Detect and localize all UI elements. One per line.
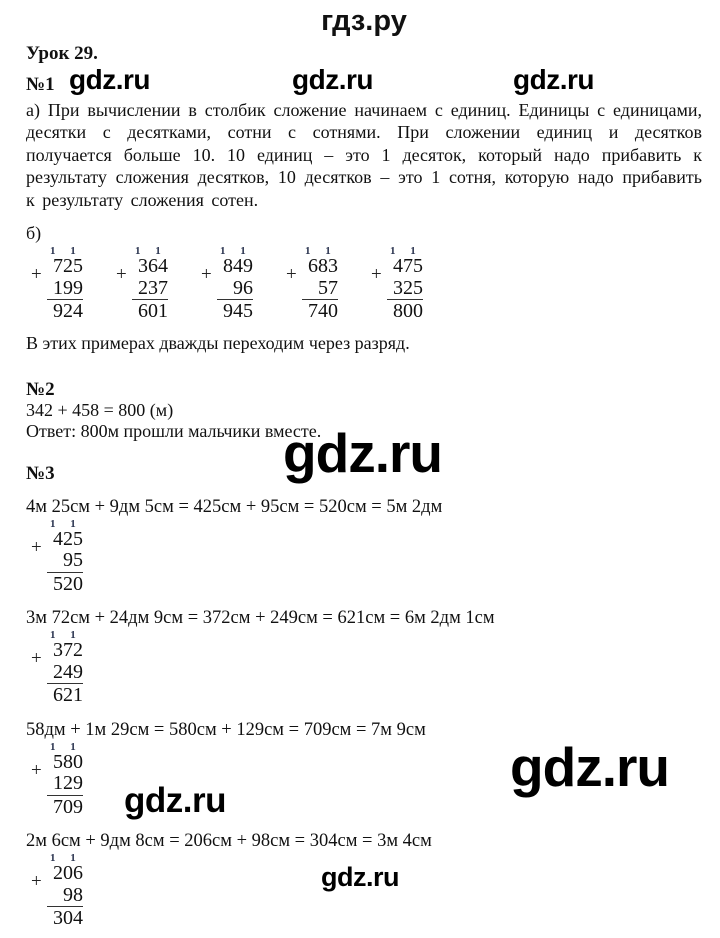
- plus-spacer: [31, 286, 47, 309]
- task2-answer: Ответ: 800м прошли мальчики вместе.: [26, 421, 322, 442]
- addend-bottom: 98: [47, 885, 83, 908]
- watermark-text: gdz.ru: [69, 64, 150, 95]
- addend-top: 849: [223, 255, 253, 278]
- plus-spacer: [31, 558, 47, 581]
- sum-value: 945: [223, 300, 253, 323]
- plus-sign: +: [31, 536, 42, 558]
- sum-value: 924: [53, 300, 83, 323]
- plus-spacer: [31, 805, 47, 827]
- plus-spacer: [286, 286, 302, 309]
- task2-label: №2: [26, 378, 55, 400]
- plus-spacer: [201, 286, 217, 309]
- sum-value: 601: [138, 300, 168, 323]
- addend-bottom: 95: [47, 550, 83, 573]
- carry-marks: 1 1: [305, 245, 337, 258]
- watermark-text: gdz.ru: [283, 422, 442, 484]
- addition-column: [31, 247, 83, 323]
- addend-top: 580: [53, 750, 83, 773]
- watermark-text: gdz.ru: [124, 781, 226, 820]
- addend-bottom: 199: [47, 278, 83, 301]
- addend-top: 475: [393, 255, 423, 278]
- plus-spacer: [116, 286, 132, 309]
- sum-value: 621: [53, 684, 83, 707]
- plus-spacer: [31, 893, 47, 916]
- addend-bottom: 237: [132, 278, 168, 301]
- plus-sign: +: [201, 264, 212, 286]
- carry-marks: 1 1: [220, 245, 252, 258]
- addend-bottom: 325: [387, 278, 423, 301]
- plus-spacer: [116, 309, 132, 331]
- carry-marks: 1 1: [50, 245, 82, 258]
- sum-value: 740: [308, 300, 338, 323]
- task3-label: №3: [26, 462, 55, 484]
- addend-top: 206: [53, 862, 83, 885]
- equation-line: 4м 25см + 9дм 5см = 425см + 95см = 520см = 5м 2дм: [26, 496, 443, 517]
- plus-spacer: [201, 309, 217, 331]
- task1-header-row: [26, 64, 702, 97]
- task3-section: [26, 464, 702, 930]
- task2-equation: 342 + 458 = 800 (м): [26, 399, 174, 420]
- addend-top: 725: [53, 255, 83, 278]
- task1-label: №1: [26, 74, 55, 95]
- plus-spacer: [31, 916, 47, 938]
- plus-sign: +: [31, 648, 42, 670]
- lesson-title: Урок 29.: [26, 43, 98, 64]
- plus-sign: +: [286, 264, 297, 286]
- sum-value: 800: [393, 300, 423, 323]
- addend-bottom: 96: [217, 278, 253, 301]
- equation-line: 3м 72см + 24дм 9см = 372см + 249см = 621см = 6м 2дм 1см: [26, 608, 495, 629]
- plus-spacer: [31, 670, 47, 693]
- addend-bottom: 57: [302, 278, 338, 301]
- carry-marks: 1 1: [135, 245, 167, 258]
- plus-spacer: [371, 309, 387, 331]
- addition-column: [371, 247, 423, 323]
- plus-spacer: [371, 286, 387, 309]
- watermark-text: gdz.ru: [513, 64, 594, 95]
- addend-bottom: 129: [47, 773, 83, 796]
- plus-sign: +: [371, 264, 382, 286]
- addition-column: [31, 517, 702, 596]
- addend-top: 364: [138, 255, 168, 278]
- carry-marks: 1 1: [50, 740, 82, 753]
- site-brand-header: гдз.ру: [321, 5, 407, 37]
- carry-marks: 1 1: [390, 245, 422, 258]
- plus-spacer: [31, 693, 47, 715]
- carry-marks: 1 1: [50, 517, 82, 530]
- task3-item: [26, 498, 702, 596]
- addition-column: [201, 247, 253, 323]
- addend-top: 372: [53, 639, 83, 662]
- carry-marks: 1 1: [50, 852, 82, 865]
- equation-line: 2м 6см + 9дм 8см = 206см + 98см = 304см = 3м 4см: [26, 831, 432, 852]
- site-footer-brand: gdz.ru: [321, 862, 399, 892]
- sum-value: 304: [53, 907, 83, 930]
- task1-addition-row: [31, 247, 702, 323]
- addend-top: 683: [308, 255, 338, 278]
- addition-column: [31, 631, 702, 707]
- watermark-text: gdz.ru: [292, 64, 373, 95]
- task1-conclusion: В этих примерах дважды переходим через разряд.: [26, 332, 410, 353]
- carry-marks: 1 1: [50, 629, 82, 642]
- equation-line: 58дм + 1м 29см = 580см + 129см = 709см = 7м 9см: [26, 719, 426, 740]
- plus-spacer: [31, 781, 47, 804]
- task3-item: [26, 609, 702, 707]
- plus-sign: +: [31, 871, 42, 893]
- plus-spacer: [31, 582, 47, 604]
- task1-part-a-text: а) При вычислении в столбик сложение начинаем с единиц. Единицы с единицами, десятки с десятками, сотни с сотнями. При сложении единиц и десятков получается больше 10. 10 единиц – это 1 десяток, который надо прибавить к результату сложения десятков, 10 десятков – это 1 сотня, которую надо прибавить к результату сложения сотен.: [26, 100, 702, 210]
- task1-part-b-label: б): [26, 223, 42, 244]
- addend-bottom: 249: [47, 662, 83, 685]
- sum-value: 520: [53, 572, 83, 595]
- plus-sign: +: [116, 264, 127, 286]
- watermark-text: gdz.ru: [510, 736, 669, 798]
- plus-sign: +: [31, 264, 42, 286]
- addition-column: [286, 247, 338, 323]
- plus-spacer: [31, 309, 47, 331]
- plus-sign: +: [31, 759, 42, 781]
- addend-top: 425: [53, 527, 83, 550]
- sum-value: 709: [53, 795, 83, 818]
- plus-spacer: [286, 309, 302, 331]
- addition-column: [116, 247, 168, 323]
